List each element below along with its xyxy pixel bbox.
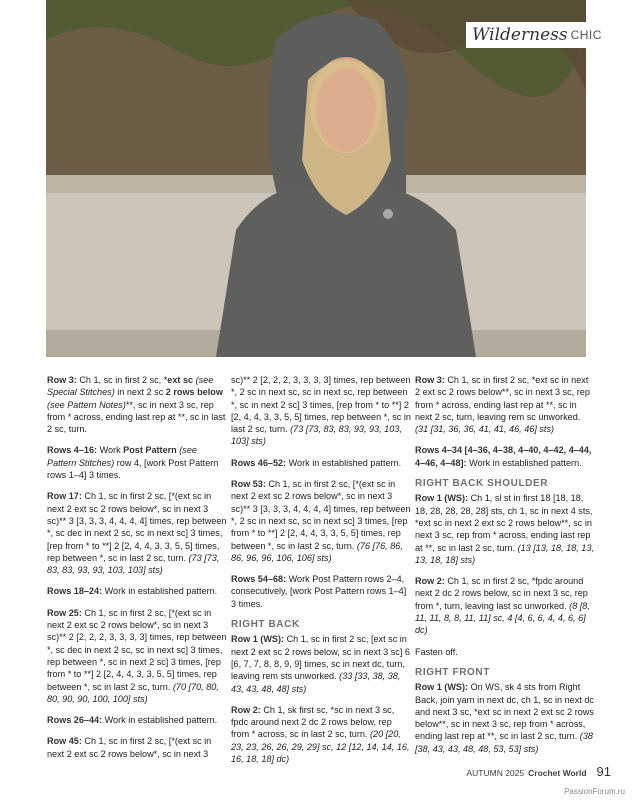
instruction-rb-rows-4-34: Rows 4–34 [4–36, 4–38, 4–40, 4–42, 4–44, 4–46, 4–48]: Work in established pattern. xyxy=(415,445,592,468)
text-column-3 xyxy=(415,374,595,764)
text-column-2 xyxy=(231,374,411,774)
page-footer xyxy=(466,764,611,779)
brand-suffix: CHIC xyxy=(570,28,602,42)
instruction-row-17: Row 17: Ch 1, sc in first 2 sc, [*(ext sc in next 2 ext sc 2 rows below*, sc in next 3 sc)** 3 [3, 3, 3, 4, 4, 4, 4] times, rep between *, sc dec in next 2 sc, sc in next sc] 3 times, [rep from * to **] 2 [2, 4, 4, 3, 3, 5, 5] times, rep between *, sc in last 2 sc, turn. (73 [73, 83, 83, 93, 93, 103, 103] sts) xyxy=(47,491,227,576)
instruction-rows-26-44: Rows 26–44: Work in established pattern. xyxy=(47,715,218,726)
instruction-row-53: Row 53: Ch 1, sc in first 2 sc, [*(ext sc in next 2 ext sc 2 rows below*, sc in next 3 sc)** 3 [3, 3, 3, 4, 4, 4, 4] times, rep between *, 2 sc in next sc, sc in next sc] 3 times, [rep from * to **] 2 [2, 4, 4, 3, 3, 5, 5] times, rep between *, sc in last 2 sc, turn. (76 [76, 86, 86, 96, 96, 106, 106] sts) xyxy=(231,479,411,563)
page-number: 91 xyxy=(596,764,611,779)
instruction-fasten-off: Fasten off. xyxy=(415,646,458,657)
hero-photo-illustration xyxy=(46,0,586,357)
hero-photo xyxy=(46,0,586,357)
instruction-row-3: Row 3: Ch 1, sc in first 2 sc, *ext sc (see Special Stitches) in next 2 sc 2 rows below (see Pattern Notes)**, sc in next 3 sc, rep from * across, ending last rep at **, sc in last 2 sc, turn. xyxy=(47,375,226,435)
brand-word: Wilderness xyxy=(472,25,568,45)
instruction-rb-row-3: Row 3: Ch 1, sc in first 2 sc, *ext sc in next 2 ext sc 2 rows below**, sc in next 3 sc, rep from * across, ending last rep at **, sc in next 2 sc, turn, leaving rem sc unworked. (31 [31, 36, 36, 41, 41, 46, 46] sts) xyxy=(415,375,590,435)
footer-season: AUTUMN 2025 xyxy=(466,768,525,778)
watermark: PassionForum.ru xyxy=(564,787,625,796)
brand-logo xyxy=(466,22,616,48)
instruction-row-25: Row 25: Ch 1, sc in first 2 sc, [*(ext sc in next 2 ext sc 2 rows below*, sc in next 3 sc)** 2 [2, 2, 2, 3, 3, 3, 3] times, rep between *, sc dec in next 2 sc, sc in next sc] 3 times, rep between *, sc in next 2 sc] 3 times, [rep from * to **] 2 [2, 4, 4, 3, 3, 5, 5] times, rep between *, sc in last 2 sc, turn. (70 [70, 80, 80, 90, 90, 100, 100] sts) xyxy=(47,607,227,704)
instruction-rows-4-16: Rows 4–16: Work Post Pattern (see Pattern Stitches) row 4, [work Post Pattern rows 1–4] 3 times. xyxy=(47,445,219,481)
footer-magazine: Crochet World xyxy=(528,768,587,778)
instruction-rows-54-68: Rows 54–68: Work Post Pattern rows 2–4, consecutively, [work Post Pattern rows 1–4] 3 times. xyxy=(231,574,407,609)
instruction-rb-row-2: Row 2: Ch 1, sk first sc, *sc in next 3 sc, fpdc around next 2 dc 2 rows below, rep from * across, sc in last 2 sc, turn. (20 [20, 23, 23, 26, 26, 29, 29] sc, 12 [12, 14, 14, 16, 16, 18, 18] dc) xyxy=(231,704,410,765)
instruction-rbs-row-2: Row 2: Ch 1, sc in first 2 sc, *fpdc around next 2 dc 2 rows below, sc in next 3 sc, rep from *, turn, leaving last sc unworked. (8 [8, 11, 11, 8, 8, 11, 11] sc, 4 [4, 6, 6, 4, 4, 6, 6] dc) xyxy=(415,576,590,636)
instruction-rf-row-1: Row 1 (WS): On WS, sk 4 sts from Right Back, join yarn in next dc, ch 1, sc in next dc and next 3 sc, *ext sc in next 2 ext sc 2 rows below**, sc in next 3 sc, rep from * across, ending last rep at **, sc in last 2 sc, turn. (38 [38, 43, 43, 48, 48, 53, 53] sts) xyxy=(415,682,594,754)
instruction-rb-row-1: Row 1 (WS): Ch 1, sc in first 2 sc, [ext sc in next 2 ext sc 2 rows below, sc in next 3 sc] 6 [6, 7, 7, 8, 8, 9, 9] times, sc in next dc, turn, leaving rem sts unworked. (33 [33, 38, 38, 43, 43, 48, 48] sts) xyxy=(231,634,410,694)
instruction-rbs-row-1: Row 1 (WS): Ch 1, sl st in first 18 [18, 18, 18, 28, 28, 28, 28] sts, ch 1, sc in next 4 sts, *ext sc in next 2 ext sc 2 rows below**, sc in next 3 sc, rep from * across, ending last rep at **, sc in last 2 sc, turn. (13 [13, 18, 18, 13, 13, 18, 18] sts) xyxy=(415,493,594,565)
section-heading-right-back-shoulder: RIGHT BACK SHOULDER xyxy=(415,478,549,490)
section-heading-right-front: RIGHT FRONT xyxy=(415,666,490,678)
instruction-row-45-cont: sc)** 2 [2, 2, 2, 3, 3, 3, 3] times, rep between *, 2 sc in next sc, sc in next sc, rep between *, sc in next 2 sc] 3 times, [rep from * to **] 2 [2, 4, 4, 3, 3, 5, 5] times, rep between *, sc in last 2 sc, turn. (73 [73, 83, 83, 93, 93, 103, 103] sts) xyxy=(231,375,411,447)
section-heading-right-back: RIGHT BACK xyxy=(231,619,300,631)
text-column-1 xyxy=(47,374,227,769)
instruction-rows-46-52: Rows 46–52: Work in established pattern. xyxy=(231,457,402,468)
instruction-row-45: Row 45: Ch 1, sc in first 2 sc, [*(ext sc in next 2 ext sc 2 rows below*, sc in next 3 xyxy=(47,736,212,759)
instruction-rows-18-24: Rows 18–24: Work in established pattern. xyxy=(47,586,218,597)
